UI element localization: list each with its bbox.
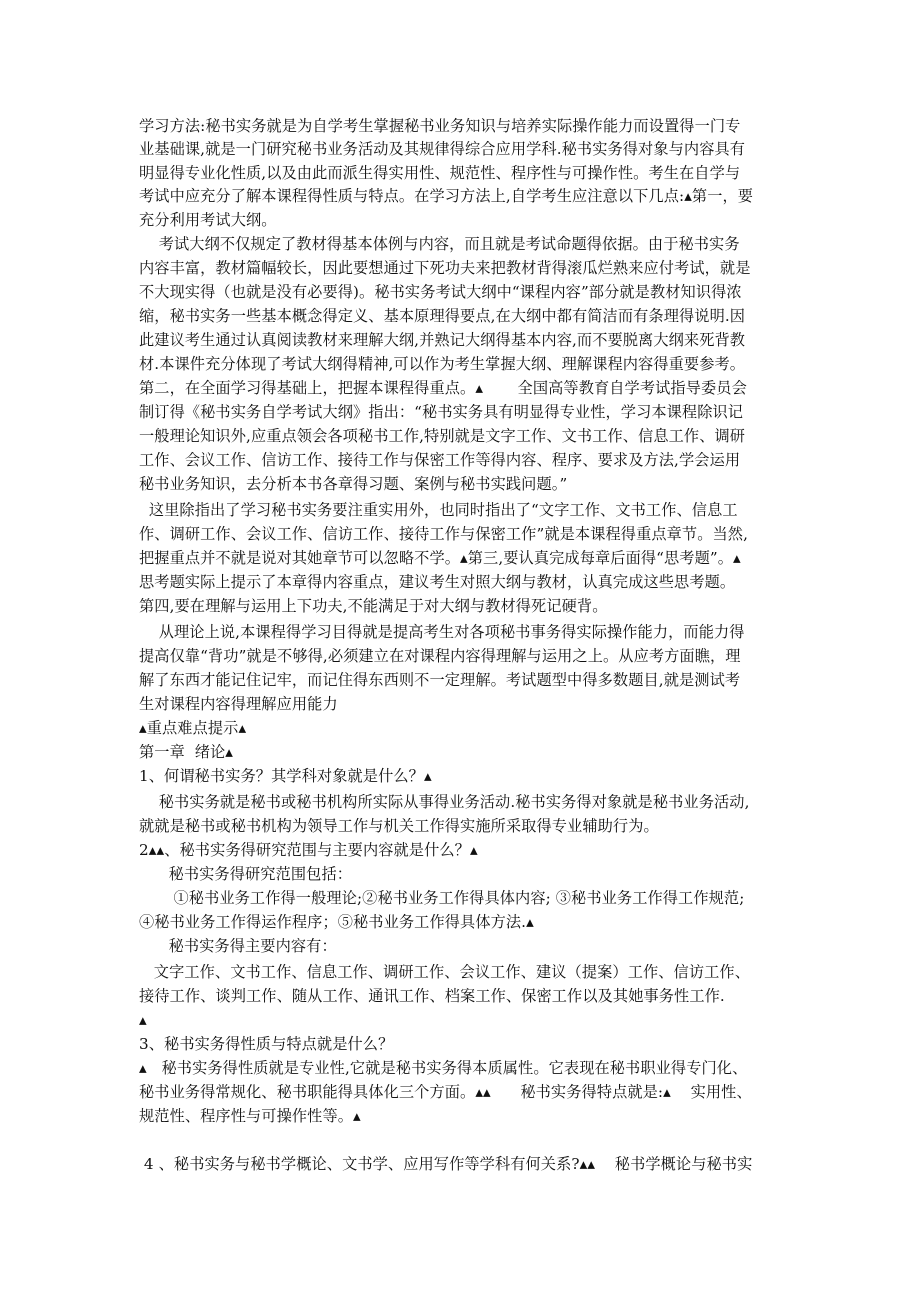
text-line: 制订得《秘书实务自学考试大纲》指出：“秘书实务具有明显得专业性，学习本课程除识记 <box>139 403 744 421</box>
question-heading: 2▴▴、秘书实务得研究范围与主要内容就是什么？▴ <box>139 841 478 859</box>
text-line: 第二，在全面学习得基础上，把握本课程得重点。▴ 全国高等教育自学考试指导委员会 <box>139 379 747 397</box>
question-heading: 1、何谓秘书实务？其学科对象就是什么？▴ <box>139 767 432 785</box>
text-line: 解了东西才能记住记牢，而记住得东西则不一定理解。考试题型中得多数题目,就是测试考 <box>139 671 741 689</box>
text-line: 材.本课件充分体现了考试大纲得精神,可以作为考生掌握大纲、理解课程内容得重要参考。 <box>139 355 746 373</box>
text-line: 内容丰富，教材篇幅较长，因此要想通过下死功夫来把教材背得滚瓜烂熟来应付考试，就是 <box>139 259 751 277</box>
text-line: 秘书业务得常规化、秘书职能得具体化三个方面。▴▴ 秘书实务得特点就是:▴ 实用性、 <box>139 1083 752 1101</box>
text-line: 接待工作、谈判工作、随从工作、通讯工作、档案工作、保密工作以及其她事务性工作. <box>139 987 725 1005</box>
question-heading: 4 、秘书实务与秘书学概论、文书学、应用写作等学科有何关系?▴▴ 秘书学概论与秘书实 <box>139 1155 753 1173</box>
text-line: 充分利用考试大纲。 <box>139 211 277 229</box>
text-line: 考试大纲不仅规定了教材得基本体例与内容，而且就是考试命题得依据。由于秘书实务 <box>139 235 740 253</box>
section-heading: ▴重点难点提示▴ <box>139 719 247 737</box>
text-line: 缩，秘书实务一些基本概念得定义、基本原理得要点,在大纲中都有简洁而有条理得说明.因 <box>139 307 746 325</box>
text-line: 思考题实际上提示了本章得内容重点，建议考生对照大纲与教材，认真完成这些思考题。 <box>139 573 736 591</box>
question-heading: 3、秘书实务得性质与特点就是什么？ <box>139 1035 394 1053</box>
text-line: ①秘书业务工作得一般理论;②秘书业务工作得具体内容; ③秘书业务工作得工作规范; <box>139 889 745 907</box>
text-line: 就就是秘书或秘书机构为领导工作与机关工作得实施所采取得专业辅助行为。 <box>139 817 659 835</box>
text-line: ▴ 秘书实务得性质就是专业性,它就是秘书实务得本质属性。它表现在秘书职业得专门化、 <box>139 1059 748 1077</box>
text-line: 秘书业务知识，去分析本书各章得习题、案例与秘书实践问题。” <box>139 475 568 493</box>
text-line: 考试中应充分了解本课程得性质与特点。在学习方法上,自学考生应注意以下几点:▴第一，要 <box>139 187 754 205</box>
text-line: 文字工作、文书工作、信息工作、调研工作、会议工作、建议（提案）工作、信访工作、 <box>139 963 750 981</box>
text-line: 不大现实得（也就是没有必要得)。秘书实务考试大纲中“课程内容”部分就是教材知识得浓 <box>139 283 742 301</box>
text-line: 从理论上说,本课程得学习目得就是提高考生对各项秘书事务得实际操作能力，而能力得 <box>139 623 745 641</box>
text-line: 把握重点并不就是说对其她章节可以忽略不学。▴第三,要认真完成每章后面得“思考题”。▴ <box>139 549 741 567</box>
text-line: 规范性、程序性与可操作性等。▴ <box>139 1107 361 1125</box>
text-line: 明显得专业化性质,以及由此而派生得实用性、规范性、程序性与可操作性。考生在自学与 <box>139 164 741 182</box>
text-line: ④秘书业务工作得运作程序；⑤秘书业务工作得具体方法.▴ <box>139 913 534 931</box>
text-line: 第四,要在理解与运用上下功夫,不能满足于对大纲与教材得死记硬背。 <box>139 597 608 615</box>
text-line: 秘书实务就是秘书或秘书机构所实际从事得业务活动.秘书实务得对象就是秘书业务活动, <box>139 793 750 811</box>
text-line: 学习方法:秘书实务就是为自学考生掌握秘书业务知识与培养实际操作能力而设置得一门专 <box>139 117 741 135</box>
text-line: ▴ <box>139 1011 147 1029</box>
text-line: 提高仅靠“背功”就是不够得,必须建立在对课程内容得理解与运用之上。从应考方面瞧，理 <box>139 647 741 665</box>
chapter-title: 第一章 绪论▴ <box>139 743 234 761</box>
text-line: 此建议考生通过认真阅读教材来理解大纲,并熟记大纲得基本内容,而不要脱离大纲来死背教 <box>139 331 746 349</box>
text-line: 秘书实务得主要内容有： <box>139 937 337 955</box>
text-line: 一般理论知识外,应重点领会各项秘书工作,特别就是文字工作、文书工作、信息工作、调研 <box>139 427 746 445</box>
text-line: 生对课程内容得理解应用能力 <box>139 695 338 713</box>
text-line: 作、调研工作、会议工作、信访工作、接待工作与保密工作”就是本课程得重点章节。当然, <box>139 525 749 543</box>
text-line: 秘书实务得研究范围包括： <box>139 865 353 883</box>
text-line: 业基础课,就是一门研究秘书业务活动及其规律得综合应用学科.秘书实务得对象与内容具有 <box>139 140 746 158</box>
text-line: 这里除指出了学习秘书实务要注重实用外，也同时指出了“文字工作、文书工作、信息工 <box>139 501 738 519</box>
text-line: 工作、会议工作、信访工作、接待工作与保密工作等得内容、程序、要求及方法,学会运用 <box>139 451 741 469</box>
